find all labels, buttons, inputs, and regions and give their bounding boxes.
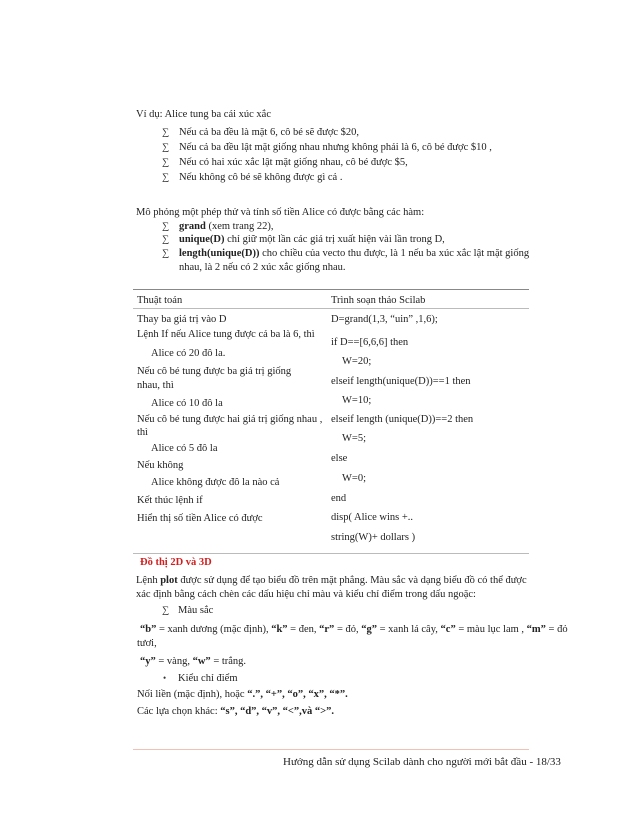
sigma-bullet-icon: ∑ — [162, 234, 170, 245]
algorithm-step: Alice có 5 đô la — [151, 443, 218, 454]
marker-bullet-label: Kiểu chỉ điểm — [178, 673, 238, 684]
table-top-rule — [133, 289, 529, 290]
marker-bullet-icon: • — [163, 673, 167, 683]
scilab-code-line: D=grand(1,3, “uin” ,1,6); — [331, 314, 438, 325]
footer-text: Hướng dẫn sử dụng Scilab dành cho người mới bắt đầu - 18/33 — [283, 756, 561, 768]
marker-line: Nối liền (mặc định), hoặc “.”, “+”, “o”, “x”, “*”. — [137, 689, 348, 700]
plot-command: plot — [160, 575, 178, 586]
example-bullet: Nếu cả ba đều là mặt 6, cô bé sẽ được $20, — [179, 127, 360, 138]
colors-line-2: tươi, — [137, 638, 157, 649]
algorithm-step: Lệnh If nếu Alice tung được cả ba là 6, thì — [137, 329, 315, 340]
plots-section-title: Đồ thị 2D và 3D — [140, 557, 212, 568]
simulation-intro: Mô phỏng một phép thử và tính số tiền Alice có được bằng các hàm: — [136, 207, 425, 218]
algorithm-step: Nếu cô bé tung được hai giá trị giống nhau , — [137, 414, 323, 425]
sigma-bullet-icon: ∑ — [162, 248, 170, 259]
sigma-bullet-icon: ∑ — [162, 142, 170, 153]
algorithm-step: Alice không được đô la nào cả — [151, 477, 280, 488]
footer-rule — [133, 749, 529, 750]
table-header-scilab: Trình soạn thảo Scilab — [331, 295, 426, 306]
algorithm-step: Nếu cô bé tung được ba giá trị giống — [137, 366, 292, 377]
simulation-item: unique(D) chỉ giữ một lần các giá trị xuất hiện vài lần trong D, — [179, 234, 445, 245]
plots-paragraph-line2: xác định bằng cách chèn các dấu hiệu chỉ màu và kiểu chỉ điểm trong dấu ngoặc: — [136, 589, 476, 600]
scilab-code-line: elseif length (unique(D))==2 then — [331, 414, 474, 425]
sigma-bullet-icon: ∑ — [162, 157, 170, 168]
algorithm-step: Nếu không — [137, 460, 184, 471]
scilab-code-line: end — [331, 493, 347, 504]
sigma-bullet-icon: ∑ — [162, 221, 170, 232]
table-bottom-rule — [133, 553, 529, 554]
scilab-code-line: else — [331, 453, 348, 464]
algorithm-step: thì — [137, 427, 149, 438]
scilab-code-line: if D==[6,6,6] then — [331, 337, 409, 348]
color-bullet-label: Màu sắc — [178, 605, 214, 616]
plots-paragraph-line1: Lệnh plot được sử dụng để tạo biểu đồ trên mặt phẳng. Màu sắc và dạng biểu đồ có thể được — [136, 575, 527, 586]
table-header-algorithm: Thuật toán — [137, 295, 183, 306]
example-intro: Ví dụ: Alice tung ba cái xúc xắc — [136, 109, 271, 120]
simulation-item: grand (xem trang 22), — [179, 221, 274, 232]
scilab-code-line: W=0; — [342, 473, 366, 484]
algorithm-step: Hiển thị số tiền Alice có được — [137, 513, 263, 524]
sigma-bullet-icon: ∑ — [162, 127, 170, 138]
table-header-rule — [133, 308, 529, 309]
color-bullet-icon: ∑ — [162, 605, 170, 616]
simulation-item: length(unique(D)) cho chiều của vecto thu được, là 1 nếu ba xúc xắc lật mặt giống — [179, 248, 530, 259]
colors-line-1: “b” = xanh dương (mặc định), “k” = đen, “r” = đỏ, “g” = xanh lá cây, “c” = màu lục lam , “m” = đỏ — [140, 624, 568, 635]
scilab-code-line: string(W)+ dollars ) — [331, 532, 416, 543]
scilab-code-line: W=5; — [342, 433, 366, 444]
example-bullet: Nếu cả ba đều lật mặt giống nhau nhưng không phải là 6, cô bé được $10 , — [179, 142, 492, 153]
simulation-continuation: nhau, là 2 nếu có 2 xúc xắc giống nhau. — [179, 262, 346, 273]
scilab-code-line: disp( Alice wins +.. — [331, 512, 414, 523]
colors-line-3: “y” = vàng, “w” = trắng. — [140, 656, 247, 667]
algorithm-step: Thay ba giá trị vào D — [137, 314, 227, 325]
sigma-bullet-icon: ∑ — [162, 172, 170, 183]
algorithm-step: nhau, thì — [137, 380, 174, 391]
scilab-code-line: W=20; — [342, 356, 372, 367]
algorithm-step: Alice có 20 đô la. — [151, 348, 226, 359]
example-bullet: Nếu không cô bé sẽ không được gì cả . — [179, 172, 343, 183]
options-line: Các lựa chọn khác: “s”, “d”, “v”, “<”,và “>”. — [137, 706, 335, 717]
algorithm-step: Alice có 10 đô la — [151, 398, 223, 409]
scilab-code-line: elseif length(unique(D))==1 then — [331, 376, 471, 387]
scilab-code-line: W=10; — [342, 395, 372, 406]
example-bullet: Nếu có hai xúc xắc lật mặt giống nhau, cô bé được $5, — [179, 157, 408, 168]
algorithm-step: Kết thúc lệnh if — [137, 495, 203, 506]
